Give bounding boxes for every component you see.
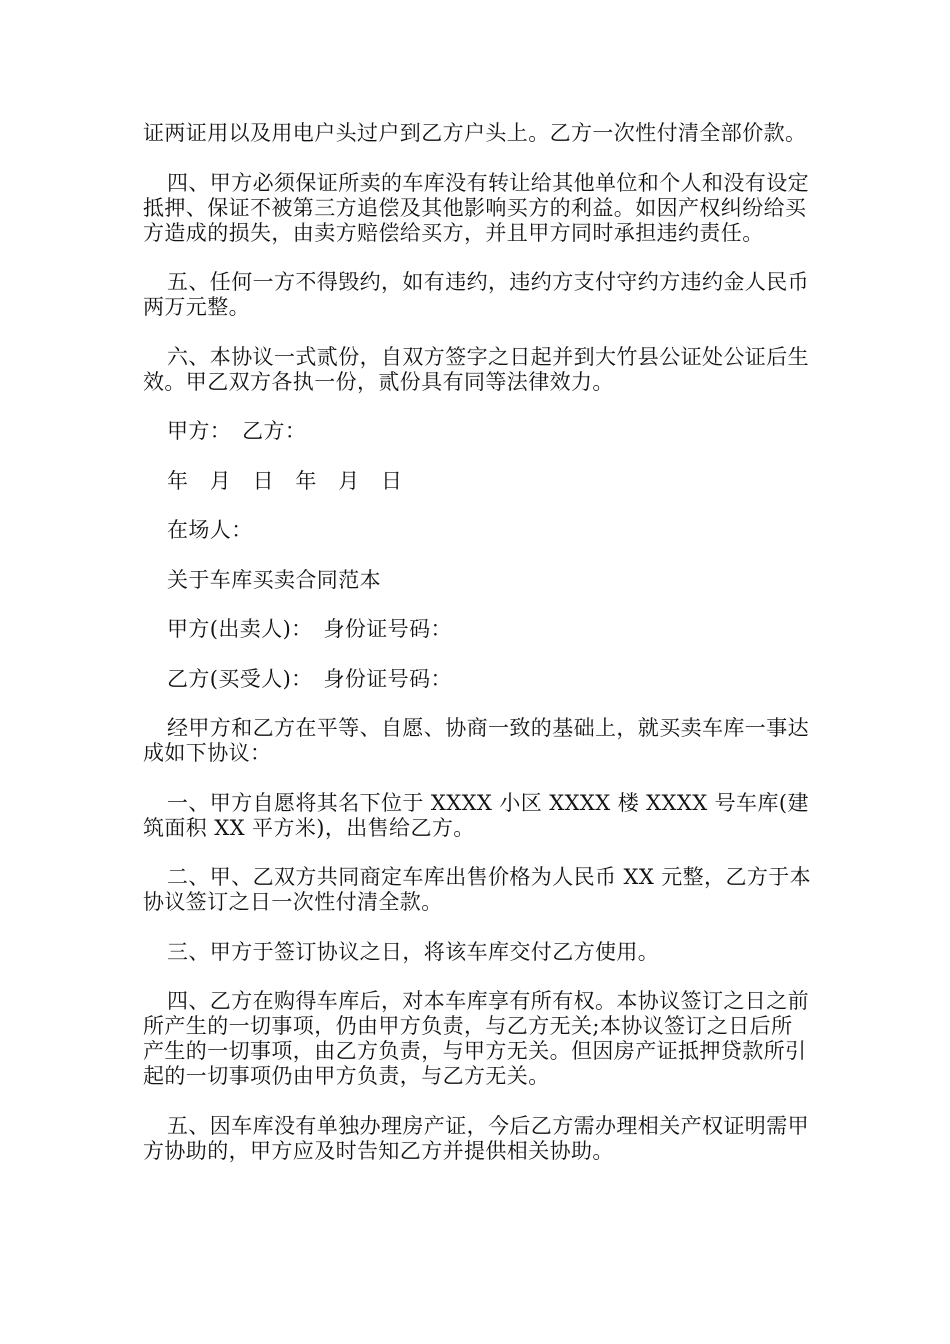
paragraph-clause-2-price: 二、甲、乙双方共同商定车库出售价格为人民币 XX 元整，乙方于本协议签订之日一次性付清全款。 [143, 865, 812, 914]
paragraph-clause-3-delivery: 三、甲方于签订协议之日，将该车库交付乙方使用。 [167, 939, 660, 964]
signature-date-line: 年 月 日 年 月 日 [167, 468, 403, 493]
paragraph-clause-5-assistance: 五、因车库没有单独办理房产证，今后乙方需办理相关产权证明需甲方协助的，甲方应及时告知乙方并提供相关协助。 [143, 1113, 809, 1163]
signature-parties-line: 甲方： 乙方： [167, 419, 307, 443]
paragraph-clause-1-sale: 一、甲方自愿将其名下位于 XXXX 小区 XXXX 楼 XXXX 号车库(建筑面积 XX 平方米)，出售给乙方。 [143, 790, 809, 840]
party-b-line: 乙方(买受人)： 身份证号码： [167, 666, 452, 691]
contract-title: 关于车库买卖合同范本 [167, 567, 381, 592]
preamble-paragraph: 经甲方和乙方在平等、自愿、协商一致的基础上，就买卖车库一事达成如下协议： [143, 716, 809, 765]
party-a-line: 甲方(出卖人)： 身份证号码： [167, 617, 452, 641]
paragraph-clause-5-breach-penalty: 五、任何一方不得毁约，如有违约，违约方支付守约方违约金人民币两万元整。 [143, 270, 809, 319]
paragraph-clause-4-ownership: 四、乙方在购得车库后，对本车库享有所有权。本协议签订之日之前所产生的一切事项，仍由甲方负责，与乙方无关;本协议签订之日后所产生的一切事项，由乙方负责，与甲方无关。但因房产证抵押贷款所引起的一切事项仍由甲方负责，与乙方无关。 [143, 989, 809, 1088]
witness-line: 在场人： [167, 518, 253, 542]
paragraph-clause-6-effectiveness: 六、本协议一式贰份，自双方签字之日起并到大竹县公证处公证后生效。甲乙双方各执一份，贰份具有同等法律效力。 [143, 344, 809, 394]
document-body [143, 121, 813, 1188]
paragraph-clause-4-seller-guarantee: 四、甲方必须保证所卖的车库没有转让给其他单位和个人和没有设定抵押、保证不被第三方追偿及其他影响买方的利益。如因产权纠纷给买方造成的损失，由卖方赔偿给买方，并且甲方同时承担违约责任。 [143, 170, 809, 245]
paragraph-continuation: 证两证用以及用电户头过户到乙方户头上。乙方一次性付清全部价款。 [143, 121, 807, 145]
